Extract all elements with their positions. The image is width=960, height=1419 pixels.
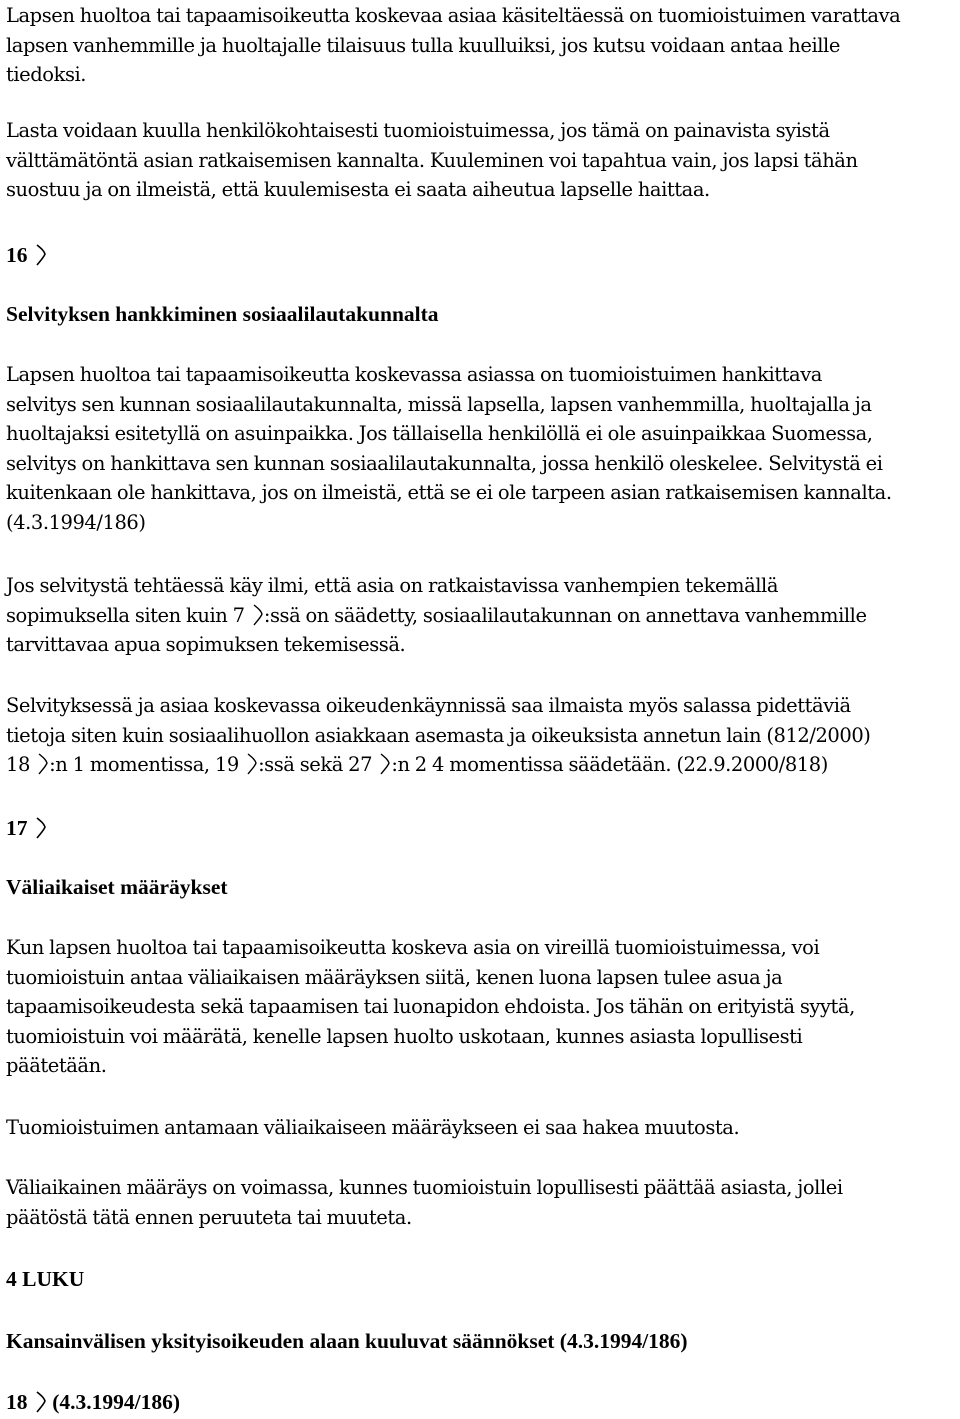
text-line: selvitys on hankittava sen kunnan sosiaalilautakunnalta, jossa henkilö oleskelee. Selvitystä ei — [6, 451, 883, 475]
paragraph-hearing-child — [6, 116, 858, 205]
text-line: tuomioistuin voi määrätä, kenelle lapsen huolto uskotaan, kunnes asiasta lopullisesti — [6, 1024, 803, 1048]
text-line: Väliaikainen määräys on voimassa, kunnes tuomioistuin lopullisesti päättää asiasta, jollei — [6, 1176, 843, 1199]
text-line: (4.3.1994/186) — [6, 510, 146, 534]
text-line: selvitys sen kunnan sosiaalilautakunnalta, missä lapsella, lapsen vanhemmilla, huoltajalla ja — [6, 392, 872, 416]
section-sign-icon — [35, 1390, 47, 1414]
text-line: suostuu ja on ilmeistä, että kuulemisesta ei saata aiheutua lapselle haittaa. — [6, 178, 710, 201]
text-line: Lapsen huoltoa tai tapaamisoikeutta koskevassa asiassa on tuomioistuimen hankittava — [6, 363, 822, 386]
section-17-number: 17 — [6, 814, 47, 843]
text-line: :ssä on säädetty, sosiaalilautakunnan on annettava vanhemmille — [263, 603, 867, 627]
paragraph-no-appeal: Tuomioistuimen antamaan väliaikaiseen määräykseen ei saa hakea muutosta. — [6, 1116, 740, 1139]
paragraph-interim-validity — [6, 1173, 843, 1232]
text-line: välttämätöntä asian ratkaisemisen kannalta. Kuuleminen voi tapahtua vain, jos lapsi tähän — [6, 148, 858, 172]
text-line: tiedoksi. — [6, 63, 87, 86]
section-sign-icon — [35, 816, 47, 840]
text-line: Jos selvitystä tehtäessä käy ilmi, että asia on ratkaistavissa vanhempien tekemällä — [6, 574, 779, 597]
text-line: tarvittavaa apua sopimuksen tekemisessä. — [6, 633, 406, 656]
paragraph-interim-order — [6, 933, 855, 1081]
paragraph-agreement-help — [6, 571, 867, 660]
text-line: Selvityksessä ja asiaa koskevassa oikeudenkäynnissä saa ilmaista myös salassa pidettäviä — [6, 694, 851, 717]
section-sign-icon — [35, 243, 47, 267]
text-line: :ssä sekä 27 — [258, 753, 373, 776]
text-line: huoltajaksi esitetyllä on asuinpaikka. Jos tällaisella henkilöllä ei ole asuinpaikkaa Suomessa, — [6, 422, 873, 445]
section-17-title: Väliaikaiset määräykset — [6, 875, 228, 899]
text-line: tapaamisoikeudesta sekä tapaamisen tai luonapidon ehdoista. Jos tähän on erityistä syytä, — [6, 995, 855, 1018]
text-line: :n 2 — [391, 753, 427, 776]
section-sign-icon — [252, 603, 264, 627]
paragraph-social-report — [6, 360, 892, 537]
section-18-heading: 18 (4.3.1994/186) — [6, 1390, 181, 1414]
paragraph-hearing-parents — [6, 1, 900, 90]
text-line: sopimuksella siten kuin 7 — [6, 603, 245, 627]
chapter-heading: 4 LUKU — [6, 1267, 85, 1291]
section-sign-icon — [37, 752, 49, 776]
text-line: :n 1 momentissa, 19 — [49, 753, 239, 776]
section-16-number: 16 — [6, 241, 47, 270]
text-line: tietoja siten kuin sosiaalihuollon asiakkaan asemasta ja oikeuksista annetun lain (812/2000) — [6, 723, 871, 747]
section-sign-icon — [246, 752, 258, 776]
section-16-title: Selvityksen hankkiminen sosiaalilautakunnalta — [6, 302, 439, 326]
text-line: tuomioistuin antaa väliaikaisen määräyksen siitä, kenen luona lapsen tulee asua ja — [6, 965, 783, 989]
text-line: päätöstä tätä ennen peruuteta tai muuteta. — [6, 1205, 412, 1229]
text-line: 18 — [6, 753, 30, 776]
section-sign-icon — [379, 752, 391, 776]
text-line: Kun lapsen huoltoa tai tapaamisoikeutta koskeva asia on vireillä tuomioistuimessa, voi — [6, 936, 820, 959]
text-line: Lapsen huoltoa tai tapaamisoikeutta koskevaa asiaa käsiteltäessä on tuomioistuimen varattava — [6, 4, 901, 27]
text-line: päätetään. — [6, 1054, 107, 1077]
paragraph-confidential-info — [6, 691, 870, 780]
text-line: kuitenkaan ole hankittava, jos on ilmeistä, että se ei ole tarpeen asian ratkaisemisen kannalta. — [6, 481, 892, 504]
chapter-title: Kansainvälisen yksityisoikeuden alaan kuuluvat säännökset (4.3.1994/186) — [6, 1329, 688, 1353]
text-line: lapsen vanhemmille ja huoltajalle tilaisuus tulla kuulluiksi, jos kutsu voidaan antaa heille — [6, 33, 840, 57]
text-line: Lasta voidaan kuulla henkilökohtaisesti tuomioistuimessa, jos tämä on painavista syistä — [6, 119, 830, 142]
text-line: 4 momentissa säädetään. (22.9.2000/818) — [432, 753, 828, 776]
